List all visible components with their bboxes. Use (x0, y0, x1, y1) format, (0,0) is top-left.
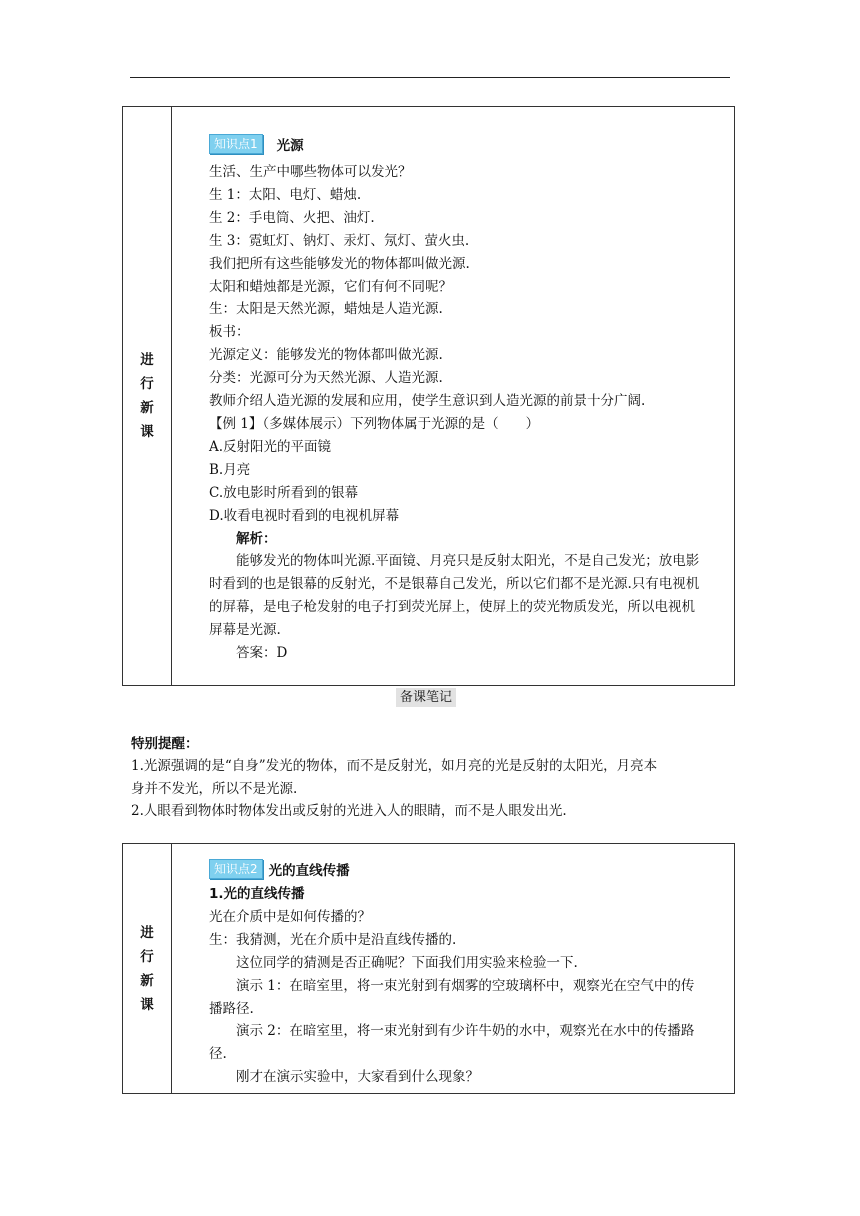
option-b: B.月亮 (209, 461, 251, 478)
text-line: 演示 2：在暗室里，将一束光射到有少许牛奶的水中，观察光在水中的传播路 (236, 1023, 695, 1040)
analysis-line: 屏幕是光源. (209, 622, 281, 639)
knowledge-point-header (209, 134, 724, 154)
text-line: 生活、生产中哪些物体可以发光？ (209, 164, 412, 180)
header-rule (130, 77, 730, 78)
subheading: 1.光的直线传播 (209, 886, 305, 902)
text-line: 我们把所有这些能够发光的物体都叫做光源. (209, 255, 470, 272)
text-line: 教师介绍人造光源的发展和应用，使学生意识到人造光源的前景十分广阔. (209, 393, 646, 410)
text-line: 径. (209, 1046, 227, 1063)
content-cell (172, 107, 734, 685)
prep-notes-label: 备课笔记 (396, 688, 456, 707)
knowledge-point-title: 光源 (276, 138, 304, 154)
side-label: 进行新课 (140, 352, 154, 440)
text-line: 分类：光源可分为天然光源、人造光源. (209, 370, 443, 387)
analysis-label: 解析： (236, 530, 277, 547)
text-line: 演示 1：在暗室里，将一束光射到有烟雾的空玻璃杯中，观察光在空气中的传 (236, 977, 695, 994)
reminder-title: 特别提醒： (131, 736, 199, 752)
text-line: 光在介质中是如何传播的？ (209, 908, 371, 925)
answer-line: 答案：D (236, 645, 288, 662)
reminder-line: 身并不发光，所以不是光源. (131, 780, 298, 797)
reminder-line: 1.光源强调的是“自身”发光的物体，而不是反射光，如月亮的光是反射的太阳光，月亮本 (131, 758, 658, 774)
knowledge-point-badge: 知识点1 (209, 134, 263, 154)
text-line: 板书： (209, 324, 250, 341)
option-d: D.收看电视时看到的电视机屏幕 (209, 507, 400, 524)
side-cell (123, 107, 172, 685)
example-question: 【例 1】（多媒体展示）下列物体属于光源的是（ ） (209, 415, 540, 432)
text-line: 刚才在演示实验中，大家看到什么现象？ (236, 1069, 479, 1086)
text-line: 生 1：太阳、电灯、蜡烛. (209, 186, 362, 203)
analysis-line: 能够发光的物体叫光源.平面镜、月亮只是反射太阳光，不是自己发光；放电影 (236, 553, 700, 570)
knowledge-point-header (209, 859, 724, 879)
text-line: 这位同学的猜测是否正确呢？下面我们用实验来检验一下. (236, 954, 578, 971)
analysis-line: 的屏幕，是电子枪发射的电子打到荧光屏上，使屏上的荧光物质发光，所以电视机 (209, 599, 695, 616)
special-reminder (131, 733, 731, 823)
side-label: 进行新课 (140, 924, 154, 1013)
text-line: 生 2：手电筒、火把、油灯. (209, 209, 375, 226)
text-line: 播路径. (209, 1000, 254, 1017)
knowledge-point-badge: 知识点2 (209, 859, 263, 879)
content-cell (172, 844, 734, 1093)
text-line: 太阳和蜡烛都是光源，它们有何不同呢？ (209, 278, 452, 295)
option-a: A.反射阳光的平面镜 (209, 438, 332, 455)
side-cell (123, 844, 172, 1093)
knowledge-point-title: 光的直线传播 (268, 863, 350, 879)
option-c: C.放电影时所看到的银幕 (209, 484, 359, 501)
text-line: 生 3：霓虹灯、钠灯、汞灯、氖灯、萤火虫. (209, 232, 470, 249)
analysis-line: 时看到的也是银幕的反射光，不是银幕自己发光，所以它们都不是光源.只有电视机 (209, 576, 700, 593)
text-line: 光源定义：能够发光的物体都叫做光源. (209, 347, 443, 364)
text-line: 生：太阳是天然光源，蜡烛是人造光源. (209, 301, 443, 318)
lesson-table-1 (122, 106, 735, 686)
reminder-line: 2.人眼看到物体时物体发出或反射的光进入人的眼睛，而不是人眼发出光. (131, 803, 567, 819)
text-line: 生：我猜测，光在介质中是沿直线传播的. (209, 931, 457, 948)
lesson-table-2 (122, 843, 735, 1094)
